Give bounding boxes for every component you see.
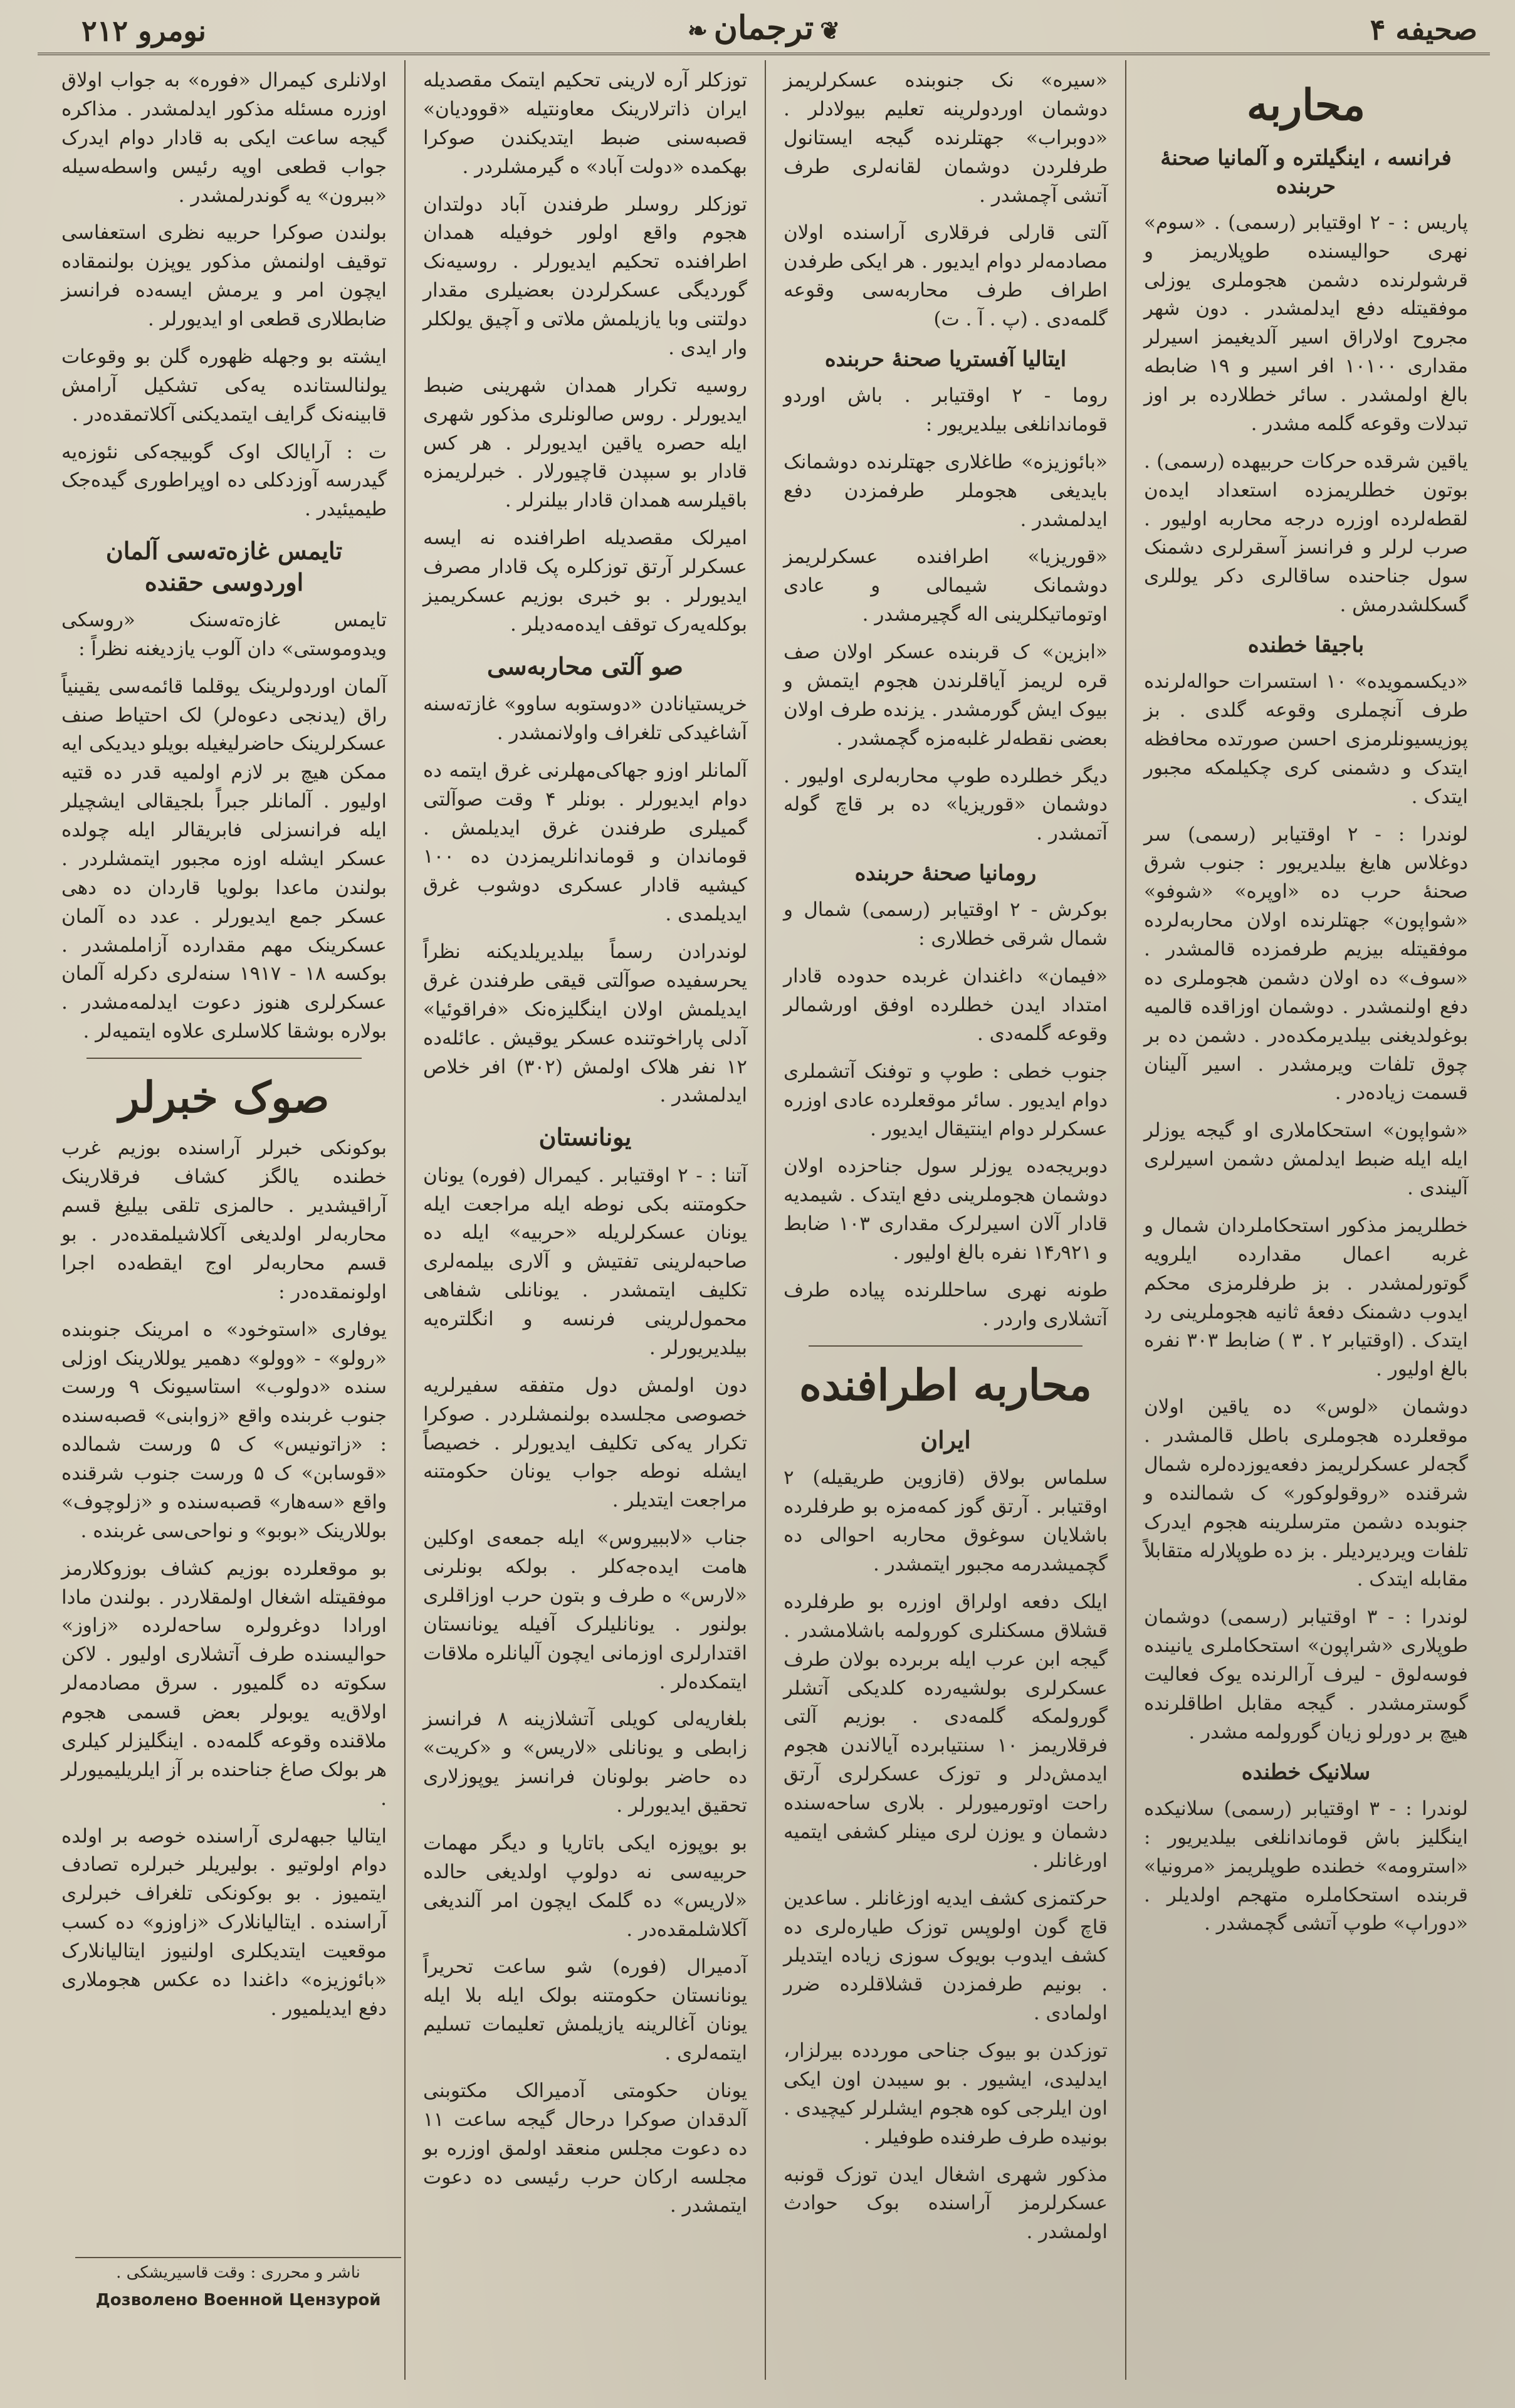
censor-stamp: Дозволено Военной Цензурой bbox=[95, 2291, 381, 2310]
article-paragraph: بولندن صوکرا حربیه نظری استعفاسی توقیف اولنمش مذکور یوپزن بولنمقاده ایچون امر و یرمش ایسه‌ده فرانسز ضابطلاری قطعی او ایدیورلر . bbox=[61, 221, 387, 330]
article-paragraph: بو موقعلرده بوزیم کشاف بوزوکلارمز موفقیتله اشغال اولمقلاردر . بولندن مادا اورادا دوغرولره ساحه‌لرده «زاوز» حوالیسنده طرف آتشلاری اولیور . لاکن سکوته ده گلمیور . سرق مصادمه‌لر اولاق‌یه یوبولر بعض قسمی هجوم ملاقنده وقوعه گلمه‌ده . اینگلیزلر کیلری هر بولک صاغ جناحنده بر آز ایلریلیمیورلر . bbox=[61, 1557, 387, 1810]
column-1 bbox=[1125, 60, 1486, 2380]
subheading: صو آلتی محاربه‌سی bbox=[487, 651, 683, 680]
newspaper-title-text: ترجمان bbox=[713, 9, 814, 47]
ornament-icon: ❧ bbox=[687, 16, 708, 45]
article-paragraph: خریستیانادن «دوستوبه ساوو» غازته‌سنه آشاغیدکی تلغراف واولانمشدر . bbox=[423, 693, 747, 744]
article-paragraph: دوبریجه‌ده یوزلر سول جناحزده اولان دوشمان هجوملرینی دفع ایتدک . شیمدیه قادار آلان اسیرلرک مقداری ۱۰۳ ضابط و ۱۴٫۹۲۱ نفره بالغ اولیور . bbox=[784, 1155, 1108, 1264]
section-title-around-war: محاربه اطرافنده bbox=[799, 1360, 1092, 1411]
article-paragraph: توزکلر روسلر طرفندن آباد دولتدان هجوم واقع اولور خوفیله همدان اطرافنده تحکیم ایدیورلر . روسیه‌نک گوردیگی عسکرلردن بعضیلری مقدار دولتنی وبا یازیلمش ملاتی و آچیق یولکلر وار ایدی . bbox=[423, 192, 747, 359]
subheading: سلانیک خطنده bbox=[1241, 1759, 1371, 1785]
article-paragraph: اولانلری کیمرال «فوره» به جواب اولاق اوزره مسئله مذکور اید‌لمشدر . مذاکره گیجه ساعت ایکی به قادار دوام ایدرک جواب قطعی اوپه رئیس واسطه‌سیله «ببرون» یه گوندرلمشدر . bbox=[61, 69, 387, 207]
article-paragraph: بلغاریه‌لی کویلی آتشلازینه ۸ فرانسز زابطی و یونانلی «لاریس» و «کریت» ده حاضر بولونان فرانسز یوپوزلاری تحقیق ایدیورلر . bbox=[423, 1708, 747, 1817]
ornament-icon: ❦ bbox=[820, 16, 841, 45]
article-paragraph: طونه نهری ساحللرنده پیاده طرف آتشلاری واردر . bbox=[784, 1278, 1108, 1330]
article-paragraph: توزکدن بو بیوک جناحی موردده بیرلزار، ایدلیدی، ایشیور . بو سیبدن اون ایکی اون ایلرجی کوه هجوم ایشلرلر کیچیدی . بونیده طرف طرفنده طوفیلر . bbox=[784, 2039, 1108, 2148]
article-paragraph: «بائوزیزه» طاغلاری جهتلرنده دوشمانک بایدیغی هجوملر طرفمزدن دفع ایدلمشدر . bbox=[784, 450, 1108, 531]
subheading: تایمس غازه‌ته‌سی آلمان اوردوسی حقنده bbox=[105, 537, 343, 596]
section-subtitle: فرانسه ، اینگیلتره و آلمانیا صحنهٔ حربنده bbox=[1160, 145, 1452, 199]
article-paragraph: حرکتمزی کشف ایدیه اوزغانلر . ساعدین قاچ گون اولوپس توزک طیاره‌لری ده کشف ایدوب بویوک سوزی زیاده ایتدیلر . بونیم طرفمزدن قشلاقلرده ضرر اولمادی . bbox=[784, 1886, 1108, 2025]
article-paragraph: یوفاری «استوخود» ه امرینک جنوبنده «رولو» - «وولو» دهمیر یوللارینک اوزلی سنده «دولوب» استاسیونک ۹ ورست جنوب غربنده واقع «زوابنی» قصبه‌سنده : «زاتونیس» ک ۵ ورست شمالده «قوسابن» ک ۵ ورست جنوب شرقنده واقع «سه‌هار» قصبه‌سنده و «زلوچوف» بوللارینک «بوبو» و نواحی‌سی غربنده . bbox=[61, 1318, 387, 1542]
column-2 bbox=[765, 60, 1125, 2380]
article-paragraph: ت : آرایالک اوک گوبیجه‌کی نئوزه‌یه گیدرسه آوزدکلی ده اوپراطوری گیده‌جک طیمیئیدر . bbox=[61, 440, 387, 521]
masthead bbox=[38, 9, 1490, 55]
article-paragraph: «فیمان» داغندان غربده حدوده قادار امتداد ایدن خطلرده اوفق اورشمالر وقوعه گلمه‌دی . bbox=[784, 965, 1108, 1045]
newspaper-title bbox=[681, 9, 846, 47]
page-label: صحیفه ۴ bbox=[1370, 13, 1477, 46]
subheading: باجیقا خطنده bbox=[1247, 633, 1365, 658]
subheading: ایتالیا آفستریا صحنهٔ حربنده bbox=[824, 346, 1067, 372]
divider bbox=[86, 1058, 362, 1059]
article-paragraph: لوندرا : - ۲ اوقتیابر (رسمی) سر دوغلاس هایغ بیلدیریور : جنوب شرق صحنهٔ حرب ده «اوپره» «شوفو» «شواپون» جهتلرنده اولان محاربه‌لرده موفقیتله بیزیم طرفمزده قالمشدر . «سوف» ده اولان دشمن هجوملری ده دفع اولنمشدر . دوشمان اوزاقده قالمیه بوغولدیغنی بیلدیرمکده‌در . دشمن ده بر چوق تلفات ویرمشدر . اسیر آلینان قسمت زیاده‌در . bbox=[1144, 823, 1468, 1105]
article-paragraph: روما - ۲ اوقتیابر . باش اوردو قوماندانلغی بیلدیریور : bbox=[784, 384, 1108, 436]
issue-number: نومرو ۲۱۲ bbox=[81, 14, 206, 48]
subheading: ایران bbox=[920, 1426, 971, 1454]
publisher-footer bbox=[75, 2257, 401, 2310]
article-paragraph: مذکور شهری اشغال ایدن توزک قونبه عسکرلرمز آراسنده بوک حوادث اولمشدر . bbox=[784, 2163, 1108, 2244]
article-paragraph: «سیره» نک جنوبنده عسکرلریمز دوشمان اوردولرینه تعلیم بیولادلر . «دوبراب» جهتلرنده گیجه ایستانول طرفلردن دوشمان لقانه‌لری طرف آتشی آچمشدر . bbox=[784, 69, 1108, 207]
article-paragraph: یونان حکومتی آدمیرالک مکتوبنی آلدقدان صوکرا درحال گیجه ساعت ۱۱ ده دعوت مجلس منعقد اولمق اوزره بو مجلسه ارکان حرب رئیسی ده دعوت ایتمشدر . bbox=[423, 2079, 747, 2217]
article-paragraph: لوندرا : - ۳ اوقتیابر (رسمی) سلانیکده اینگلیز باش قوماندانلغی بیلدیریور : «استرومه» خطنده طوپلریمز «مرونیا» قربنده استحکاملره متهجم اولدیلر . «دوراپ» طوپ آتشی گچمشدر . bbox=[1144, 1797, 1468, 1935]
article-paragraph: آتنا : - ۲ اوقتیابر . کیمرال (فوره) یونان حکومتنه بکی نوطه ایله مراجعت ایله یونان عسکرلریله «حربیه» ایله ده صاحبه‌لرینی تفتیش و آلاری بیلمه‌لری تکلیف ایتمشدر . یونانلی شفاهی محمول‌لرینی فرنسه و انگلتره‌یه بیلدیریورلر . bbox=[423, 1164, 748, 1359]
article-paragraph: آدمیرال (فوره) شو ساعت تحریراً یونانستان حکومتنه بولک ایله بلا ایله یونان آغالرینه یازیلمش تعلیمات تسلیم ایتمه‌لری . bbox=[423, 1955, 747, 2065]
subheading: یونانستان bbox=[538, 1123, 632, 1152]
article-paragraph: آلمان اوردولرینک یوقلما قائمه‌سی یقینیاً راق (یدنجی دعوه‌لر) لک احتیاط صنف عسکرلرینک حاضرلیغیله بویلو دیدیکی ایه ممکن هیچ بر لازم اولمیه قدر ده قتیه اولیور . آلمانلر جبراً بلجیقالی ایشچیلر ایله فرانسزلی فابریقالر ایله چولده عسکر ایشله اوزه مجبور ایتمشلردر . بولندن ماعدا بولویا قاردان ده دهی عسکر جمع ایدیورلر . عدد ده آلمان عسکرینک مهم مقدارده آزاملمشدر . بوکسه ۱۸ - ۱۹۱۷ سنه‌لری دکرله آلمان عسکرلری هنوز دعوت ایدلمه‌مشدر . بولاره بوشقا کلاسلری علاوه ایتمیه‌لر . bbox=[61, 675, 387, 1043]
article-columns bbox=[44, 60, 1486, 2380]
article-paragraph: آلمانلر اوزو جهاکی‌مهلرنی غرق ایتمه ده دوام ایدیورلر . بونلر ۴ وقت صوآلتی گمیلری طرفندن غرق ایدیلمش . قوماندان و قوماندانلریمزدن ده ۱۰۰ کیشیه قادار عسکری دوشوب غرق ایدیلمدی . bbox=[423, 759, 747, 926]
article-paragraph: امیرلک مقصدیله اطرافنده نه ایسه عسکرلر آرتق توزکلره پک قادار مصرف ایدیورلر . بو خبری بوزیم عسکریمیز بوکله‌یه‌رک توقف ایده‌مه‌دیلر . bbox=[423, 527, 747, 636]
article-paragraph: ایتالیا جبهه‌لری آراسنده خوصه بر اولده دوام اولوتیو . بولیریلر خبرلره تصادف ایتمیوز . بو بوکونکی تلغراف خبرلری آراسنده . ایتالیانلارک «زاوزو» ده کسب موقعیت ایتدیکلری اولنیوز ایتالیانلارک «بائوزیزه» داغندا ده عکس هجوملاری دفع ایدیلمیور . bbox=[61, 1824, 387, 2020]
article-paragraph: تایمس غازه‌ته‌سنک «روسکی ویدوموستی» دان آلوب یازدیغنه نظراً : bbox=[61, 608, 387, 660]
article-paragraph: سلماس بولاق (قازوین طریقیله) ۲ اوقتیابر . آرتق گوز کمه‌مزه بو طرفلرده باشلایان سوغوق محاربه احوالی ده گچمیشدرمه مجبور ایتمشدر . bbox=[784, 1466, 1108, 1576]
article-paragraph: توزکلر آره لارینی تحکیم ایتمک مقصدیله ایران ذاترلارینک معاونتیله «قوودیان» قصبه‌سنی ضبط ایتدیکندن صوکرا بهکمده «دولت آباد» ه گیرمشلردر . bbox=[423, 69, 747, 178]
article-paragraph: روسیه تکرار همدان شهرینی ضبط ایدیورلر . روس صالونلری مذکور شهری ایله حصره یاقین ایدیورلر . هر کس قادار بو سبپدن قاچیورلار . خبرلریمزه باقیلرسه همدان قادار بیلنرلر . bbox=[423, 374, 747, 512]
article-paragraph: پاریس : - ۲ اوقتیابر (رسمی) . «سوم» نهری حوالیسنده طوپلاریمز و قرشولرنده دشمن هجوملری یوزلی موفقیتله دفع ایدلمشدر . دون شهر مجروح اولاراق اسیر آلدیغیمز اسیرلر مقداری ۱۰۱۰۰ افر اسیر و ۱۹ ضابطه بالغ اولمشدر . سائر خطلارده بر اوز تبدلات وقوعه گلمه مشدر . bbox=[1144, 211, 1468, 435]
article-paragraph: بو بوپوزه ایکی باتاریا و دیگر مهمات حربیه‌سی نه دولوپ اولدیغی حالده «لاریس» ده گلمک ایچون امر آلندیغی آکلاشلمقده‌در . bbox=[423, 1831, 747, 1941]
article-paragraph: «شواپون» استحکاملاری او گیجه یوزلر ایله ایله ضبط ایدلمش دشمن اسیرلری آلیندی . bbox=[1144, 1119, 1468, 1200]
publisher-line: ناشر و محرری : وقت قاسیریشکی . bbox=[116, 2263, 360, 2282]
article-paragraph: آلتی قارلی فرقلاری آراسنده اولان مصادمه‌لر دوام ایدیور . هر ایکی طرفدن اطراف طرف محاربه‌سی وقوعه گلمه‌دی . (پ . آ . ت) bbox=[784, 221, 1108, 330]
article-paragraph: خطلریمز مذکور استحکاملردان شمال و غربه اعمال مقدارده ایلرویه گوتورلمشدر . بز طرفلرمزی محکم ایدوب دشمنک دفعهٔ ثانیه هجوملرینی رد ایتدک . (اوقتیابر ۲ . ۳ ) ضابط ۳۰۳ نفره بالغ اولیور . bbox=[1144, 1214, 1468, 1381]
article-paragraph: دوشمان «لوس» ده یاقین اولان موقعلرده هجوملری باطل قالمشدر . گجه‌لر عسکرلریمز دفعه‌یوزده‌لره شمال شرقنده «روقولوکور» ک شمالنده و جنوبده دشمن مترسلرینه هجوم ایدرک تلفات ویردیردیلر . بز ده طوپلارله متقابلاً مقابله ایتدک . bbox=[1144, 1396, 1468, 1591]
section-title-latest-news: صوک خبرلر bbox=[118, 1073, 330, 1123]
article-paragraph: «قوریزیا» اطرافنده عسکرلریمز دوشمانک شیمالی و عادی اوتوماتیکلرینی اله گچیرمشدر . bbox=[784, 545, 1108, 626]
article-paragraph: جنوب خطی : طوپ و توفنک آتشملری دوام ایدیور . سائر موقعلرده عادی اوزره عسکرلر دوام اینتیقال ایدیور . bbox=[784, 1059, 1108, 1140]
section-title-war: محاربه bbox=[1246, 80, 1366, 130]
column-4 bbox=[44, 60, 404, 2380]
article-paragraph: بوکونکی خبرلر آراسنده بوزیم غرب خطنده یالگز کشاف فرقلارینک آراقیشدیر . حالمزی تلقی بیلیغ قسم محاربه‌لر اولدیغی آکلاشیلمقده‌در . بو قسم محاربه‌لر اوج ایقطه‌ده اجرا اولونمقده‌در : bbox=[61, 1137, 387, 1303]
subheading: رومانیا صحنهٔ حربنده bbox=[854, 861, 1037, 886]
article-paragraph: ایلک دفعه اولراق اوزره بو طرفلرده قشلاق مسکنلری کورولمه باشلامشدر . گیجه ابن عرب ایله بربرده بولان طرف عسکرلری بولشیه‌رده کلدیکی آتشلر گورولمکه گلمه‌دی . بوزیم آلتی فرقلاریمز ۱۰ سنتیابرده آیالاندن هجوم ایدمش‌دلر و توزک عسکرلری آرتق راحت اوتورمیورلر . بلاری ساحه‌سنده دشمان و یوزن لری مینلر کشفی ایتمیه اورغانلر . bbox=[784, 1590, 1108, 1872]
article-paragraph: جناب «لاببیروس» ایله جمعه‌ی اوکلین هامت ایده‌جه‌کلر . بولکه بونلرنی «لارس» ه طرف و بتون حرب اوزاقلری بولنور . یونانلیلرک آفیله یونانستان اقتدارلری اوزمانی ایچون آلیانلره ملاقات ایتمکده‌لر . bbox=[423, 1527, 747, 1693]
divider bbox=[809, 1345, 1083, 1347]
article-paragraph: «ابزین» ک قربنده عسکر اولان صف قره لریمز آیاقلرندن هجوم ایتمش و بیوک ایش گورمشدر . یزنده طرف اولان بعضی نقطه‌لر غلبه‌مزه گچمشدر . bbox=[784, 641, 1108, 750]
article-paragraph: یاقین شرقده حرکات حربیهده (رسمی) . بوتون خطلریمزده استعداد ایده‌ن لقطه‌لرده اوزره درجه محاربه اولیور . صرب لرلر و فرانسز آسقرلری دشمنک سول جناحنده ساقالری دکر یوللری گسکلشدرمش . bbox=[1144, 450, 1468, 617]
article-paragraph: بوکرش - ۲ اوقتیابر (رسمی) شمال و شمال شرقی خطلاری : bbox=[784, 898, 1108, 950]
article-paragraph: دیگر خطلرده طوپ محاربه‌لری اولیور . دوشمان «قوریزیا» ده بر قاچ گوله آتمشدر . bbox=[784, 764, 1108, 845]
article-paragraph: «دیکسمویده» ۱۰ استسرات حواله‌لرنده طرف آنچملری وقوعه گلدی . بز پوزیسیونلرمزی احسن صورتده محافظه ایتدک و دشمنی کری چکیلمکه مجبور ایتدک . bbox=[1144, 670, 1468, 808]
column-3 bbox=[404, 60, 765, 2380]
article-paragraph: لوندرادن رسماً بیلدیریلدیکنه نظراً یحرسفیده صوآلتی قیقی طرفندن غرق ایدیلمش اولان اینگلیزه‌نک «فراقوئیا» آدلی پاراخوتنده عسکر یوقیش . عائله‌ده ۱۲ نفر هلاک اولمش (۳۰۲) افر خلاص ایدلمشدر . bbox=[423, 940, 747, 1107]
article-paragraph: ایشته بو وجهله ظهوره گلن بو وقوعات یولنالستانده یه‌کی تشکیل آرامش قابینه‌نک گرایف ایتمدیکنی آکلاتمقده‌در . bbox=[61, 345, 387, 426]
article-paragraph: لوندرا : - ۳ اوقتیابر (رسمی) دوشمان طوپلاری «شراپون» استحکاملری یانینده فوسه‌لوق - لیرف آرالرنده یوک فعالیت گوسترمشدر . گیجه مقابل اطاقلرنده هیچ بر دورلو زیان گورولمه مشدر . bbox=[1144, 1606, 1468, 1743]
article-paragraph: دون اولمش دول متفقه سفیرلریه خصوصی مجلسده بولنمشلردر . صوکرا تکرار یه‌کی تکلیف ایدیورلر . خصیصاً ایشله نوطه جواب یونان حکومتنه مراجعت ایتدیلر . bbox=[423, 1374, 747, 1512]
